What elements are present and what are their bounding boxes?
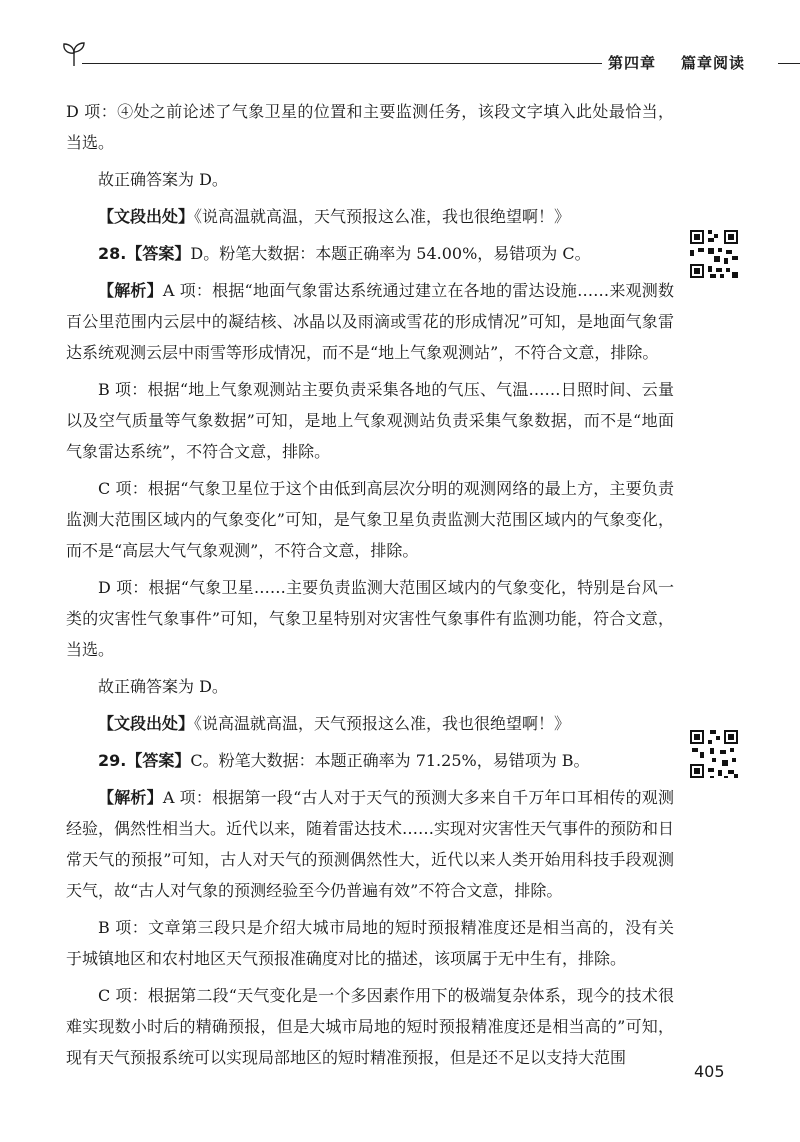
analysis-text: A 项：根据第一段“古人对于天气的预测大多来自千万年口耳相传的观测经验，偶然性相当大。近代以来，随着雷达技术……实现对灾害性天气事件的预防和日常天气的预报”可知，古人对天气的预测偶然性大，近代以来人类开始用科技手段观测天气，故“古人对气象的预测经验至今仍普遍有效”不符合文意，排除。: [66, 788, 675, 900]
answer-text: C。粉笔大数据：本题正确率为 71.25%，易错项为 B。: [190, 751, 590, 770]
answer-tag: 【答案】: [126, 244, 191, 263]
analysis-tag: 【解析】: [98, 788, 163, 807]
page-body: [66, 96, 674, 1073]
source-line: [66, 708, 674, 739]
question-number: 29.: [98, 751, 127, 770]
source-line: [66, 201, 674, 232]
qr-code-icon[interactable]: [688, 228, 740, 280]
analysis-b: B 项：根据“地上气象观测站主要负责采集各地的气压、气温……日照时间、云量以及空气质量等气象数据”可知，是地上气象观测站负责采集气象数据，而不是“地面气象雷达系统”，不符合文意，排除。: [66, 380, 674, 461]
answer-line: 故正确答案为 D。: [98, 677, 228, 696]
analysis-b: B 项：文章第三段只是介绍大城市局地的短时预报精准度还是相当高的，没有关于城镇地区和农村地区天气预报准确度对比的描述，该项属于无中生有，排除。: [66, 918, 674, 968]
source-tag: 【文段出处】: [98, 714, 195, 733]
analysis-tag: 【解析】: [98, 281, 163, 300]
source-tag: 【文段出处】: [98, 207, 195, 226]
page-header: [60, 40, 800, 80]
qr-code-icon[interactable]: [688, 728, 740, 780]
page-number: 405: [694, 1062, 725, 1081]
question-29-answer: [66, 745, 674, 776]
answer-line: 故正确答案为 D。: [98, 170, 228, 189]
question-28-answer: [66, 238, 674, 269]
question-number: 28.: [98, 244, 127, 263]
analysis-c: C 项：根据第二段“天气变化是一个多因素作用下的极端复杂体系，现今的技术很难实现数小时后的精确预报，但是大城市局地的短时预报精准度还是相当高的”可知，现有天气预报系统可以实现局部地区的短时精准预报，但是还不足以支持大范围: [66, 986, 674, 1067]
header-rule-left: [82, 63, 602, 64]
analysis-text: A 项：根据“地面气象雷达系统通过建立在各地的雷达设施……来观测数百公里范围内云层中的凝结核、冰晶以及雨滴或雪花的形成情况”可知，是地面气象雷达系统观测云层中雨雪等形成情况，而不是“地上气象观测站”，不符合文意，排除。: [66, 281, 674, 362]
answer-tag: 【答案】: [126, 751, 191, 770]
analysis-a: [66, 782, 674, 906]
paragraph: D 项：④处之前论述了气象卫星的位置和主要监测任务，该段文字填入此处最恰当，当选。: [66, 102, 674, 152]
chapter-heading: [608, 52, 745, 73]
analysis-d: D 项：根据“气象卫星……主要负责监测大范围区域内的气象变化，特别是台风一类的灾害性气象事件”可知，气象卫星特别对灾害性气象事件有监测功能，符合文意，当选。: [66, 578, 674, 659]
analysis-c: C 项：根据“气象卫星位于这个由低到高层次分明的观测网络的最上方，主要负责监测大范围区域内的气象变化”可知，是气象卫星负责监测大范围区域内的气象变化，而不是“高层大气气象观测”，不符合文意，排除。: [66, 479, 674, 560]
sprout-icon: [60, 40, 90, 70]
source-text: 《说高温就高温，天气预报这么准，我也很绝望啊！》: [194, 207, 571, 226]
source-text: 《说高温就高温，天气预报这么准，我也很绝望啊！》: [194, 714, 571, 733]
analysis-a: [66, 275, 674, 368]
chapter-label: 第四章: [608, 54, 657, 72]
header-rule-right: [778, 63, 800, 64]
section-label: 篇章阅读: [680, 54, 745, 72]
answer-text: D。粉笔大数据：本题正确率为 54.00%，易错项为 C。: [190, 244, 591, 263]
